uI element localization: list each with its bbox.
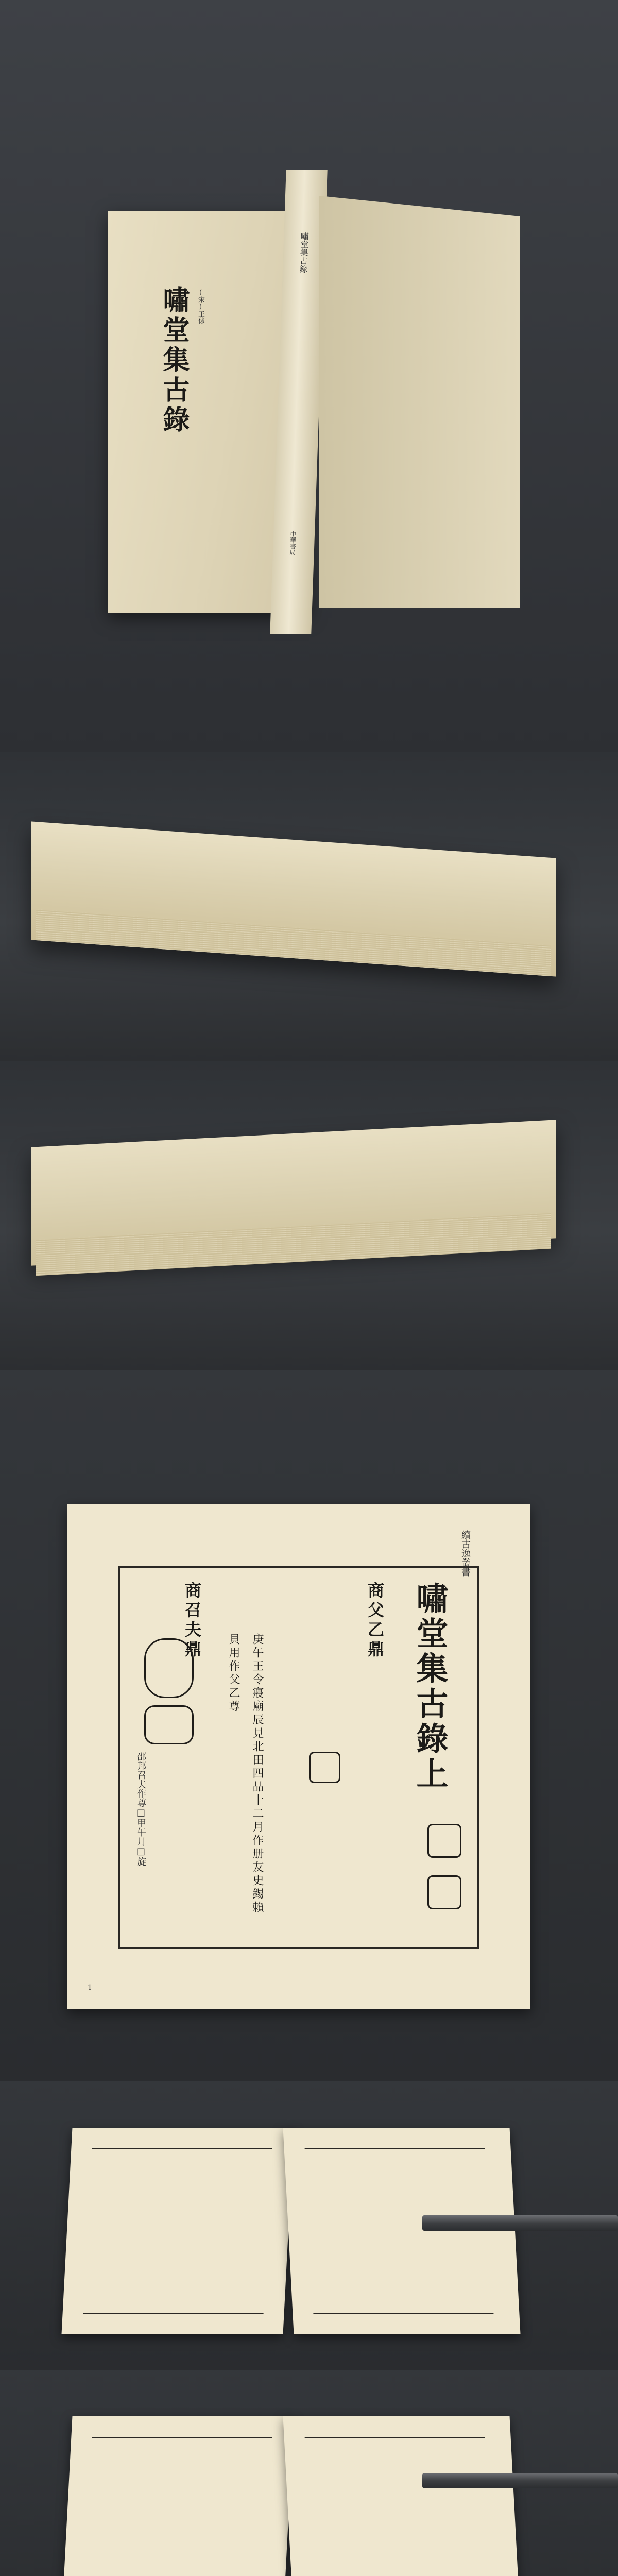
inscription-seal (309, 1752, 340, 1783)
cover-title: 嘯堂集古錄 (158, 286, 190, 435)
page-number: 1 (88, 1984, 92, 1992)
item-1-desc: 庚午王令寢廟辰見北田四品十二月作册友史錫賴貝用作父乙尊 (227, 1633, 264, 1914)
photo-book-edge-2 (0, 1061, 618, 1370)
item-1-title: 商父乙鼎 (365, 1582, 385, 1660)
photo-title-page (0, 1370, 618, 2081)
book-title: 嘯堂集古錄上 (411, 1582, 449, 1792)
book-page (67, 1504, 530, 2009)
spine-publisher: 中華書局 (288, 531, 297, 555)
item-2-title: 商召夫鼎 (182, 1582, 202, 1660)
spine-title: 嘯堂集古錄 (298, 232, 310, 273)
right-page (283, 2128, 521, 2334)
vessel-drawing (144, 1638, 194, 1698)
photo-front-cover (0, 0, 618, 752)
left-page (62, 2416, 294, 2576)
book-back-edge (319, 196, 520, 608)
item-2-desc: 邵邦召夫作尊□甲午月□旋 (135, 1752, 146, 1866)
series-label: 續古逸叢書 (460, 1530, 471, 1577)
cover-author: (宋)王俅 (197, 289, 204, 324)
vessel-drawing (144, 1705, 194, 1744)
inscription-seal (427, 1824, 461, 1858)
inscription-seal (427, 1875, 461, 1909)
page-weight (422, 2473, 618, 2488)
photo-spread-2 (0, 2370, 618, 2576)
right-page (283, 2416, 521, 2576)
photo-book-edge-1 (0, 752, 618, 1061)
photo-spread-1 (0, 2081, 618, 2370)
page-weight (422, 2215, 618, 2231)
left-page (62, 2128, 294, 2334)
